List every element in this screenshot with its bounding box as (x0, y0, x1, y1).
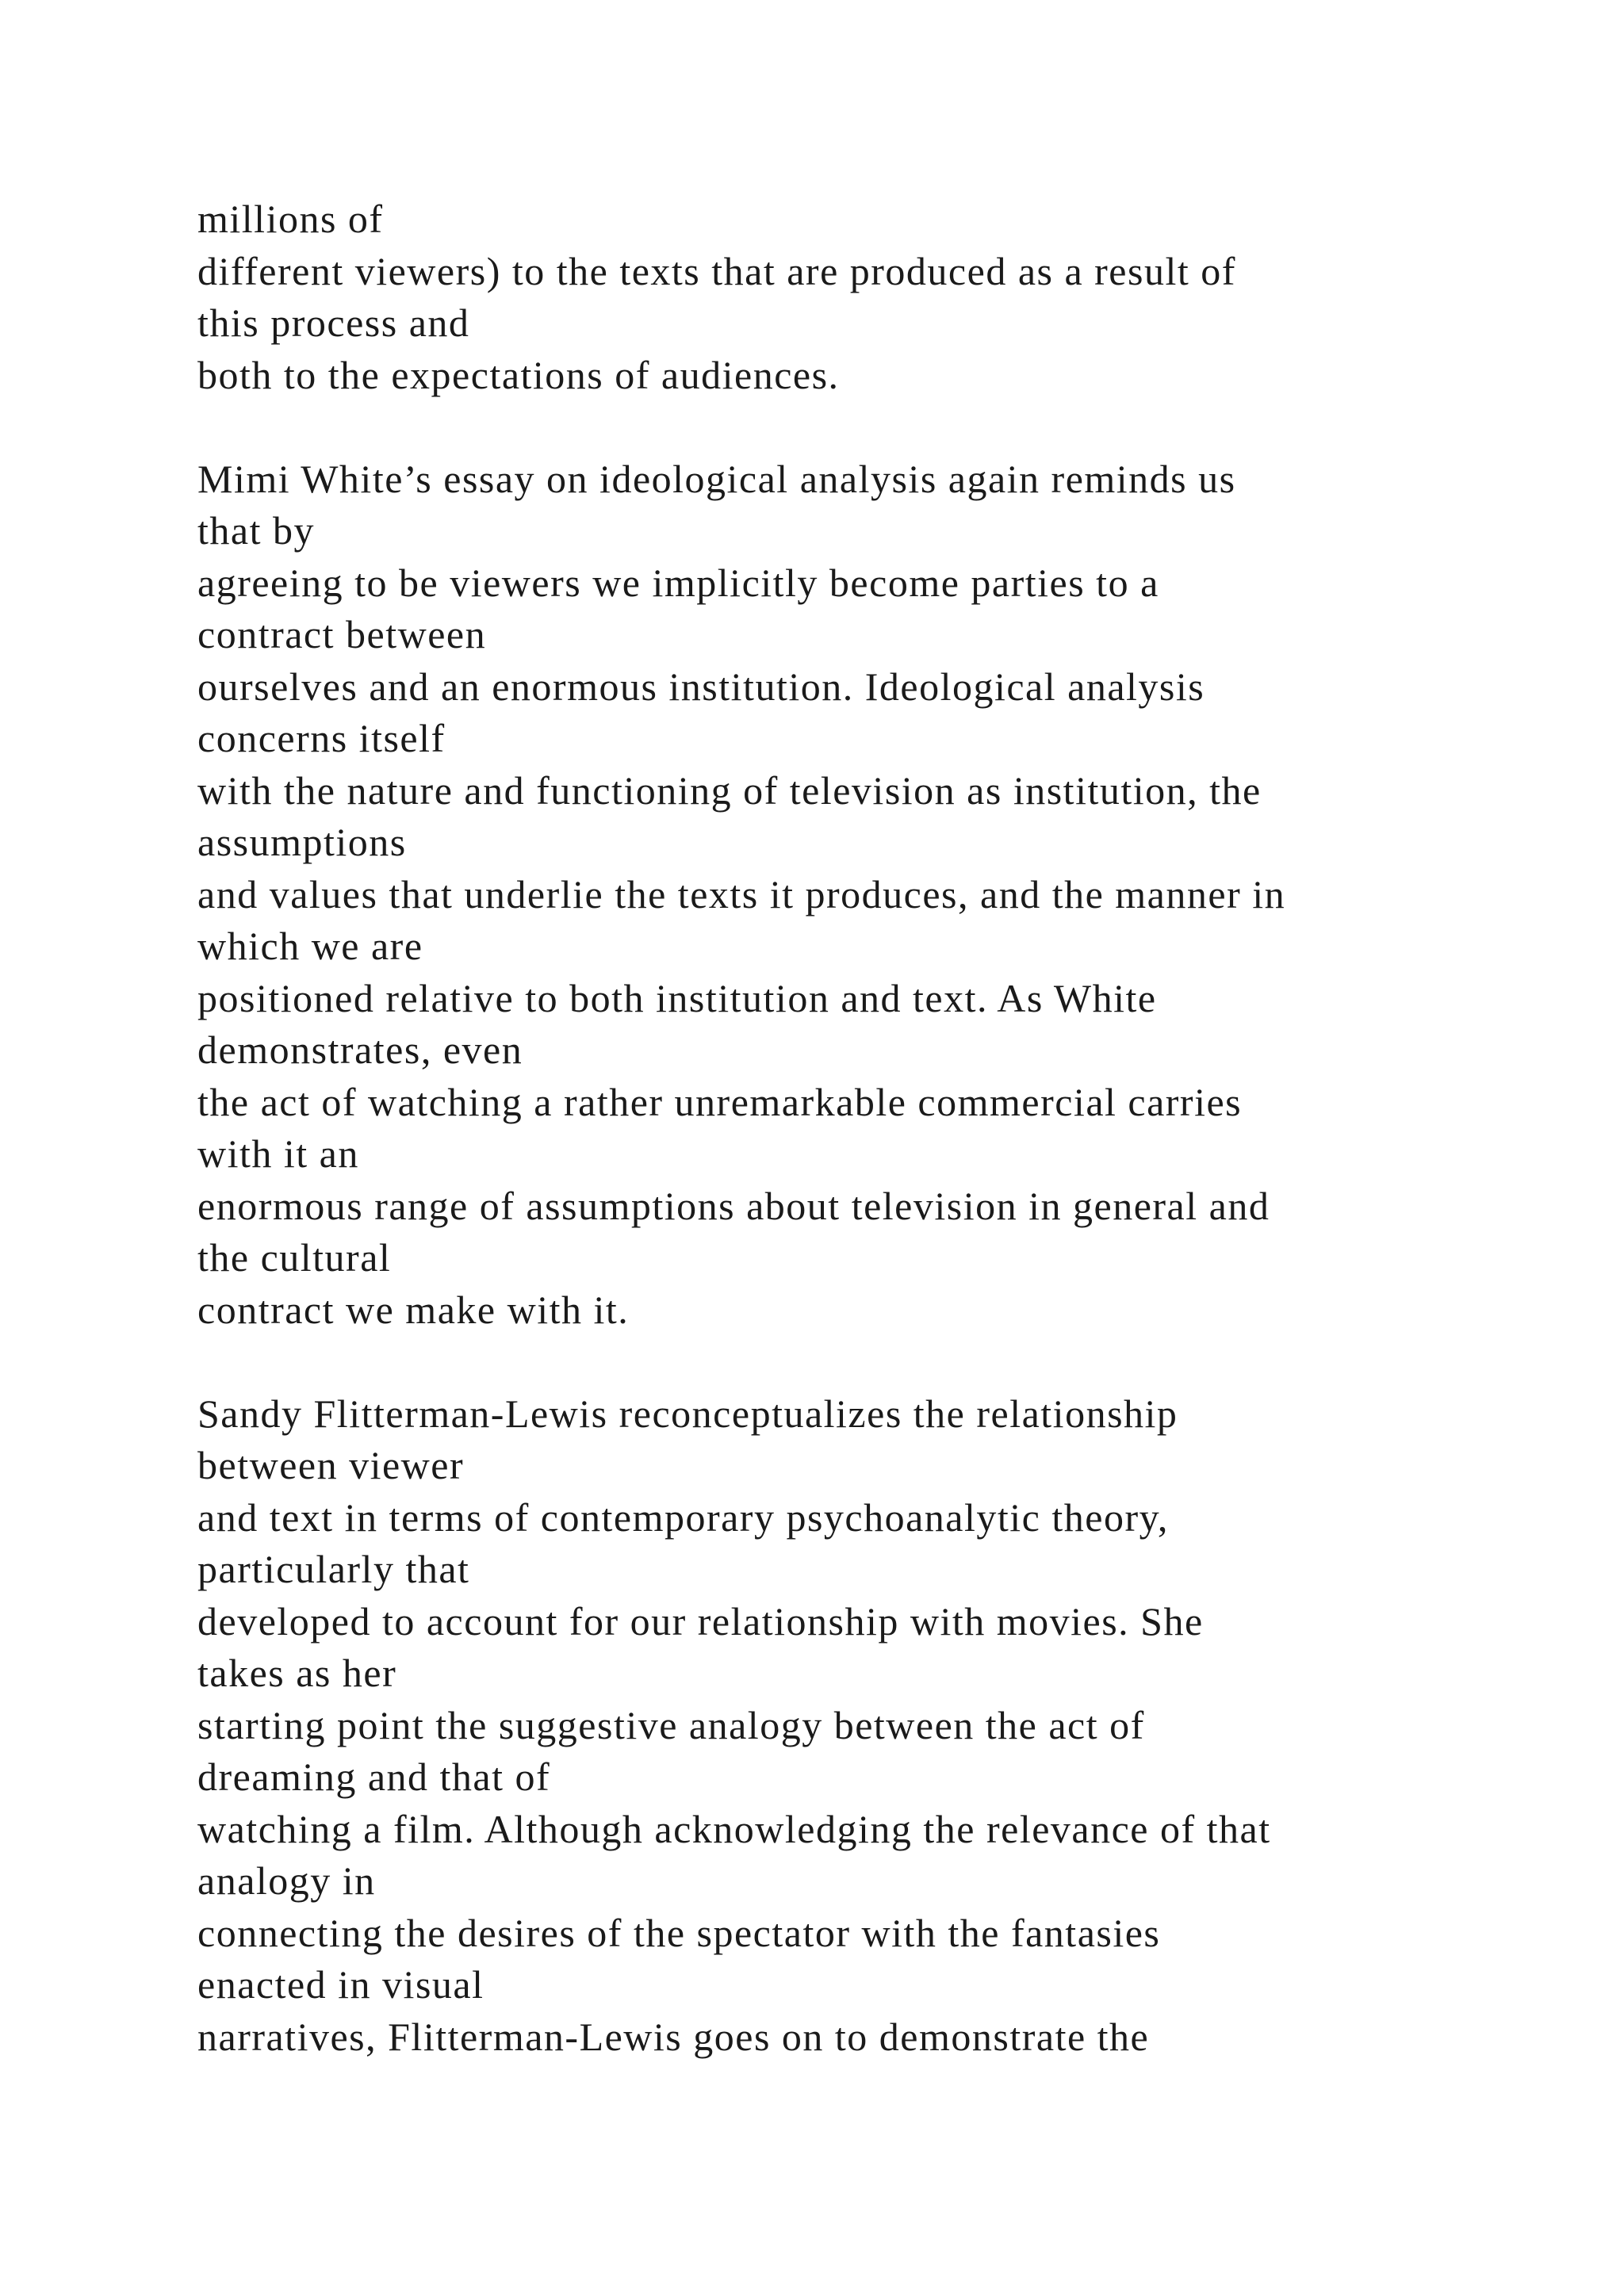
text-line: different viewers) to the texts that are produced as a result of (197, 248, 1236, 293)
text-line: which we are (197, 924, 423, 968)
text-line: contract between (197, 612, 487, 656)
text-line: and text in terms of contemporary psychoanalytic theory, (197, 1494, 1169, 1540)
text-line: concerns itself (197, 716, 446, 760)
text-line: dreaming and that of (197, 1755, 551, 1799)
text-line: enormous range of assumptions about television in general and (197, 1183, 1270, 1228)
text-line: this process and (197, 300, 470, 345)
text-line: the cultural (197, 1235, 392, 1280)
text-line: contract we make with it. (197, 1287, 630, 1332)
text-line: narratives, Flitterman-Lewis goes on to demonstrate the (197, 2014, 1150, 2059)
text-line: demonstrates, even (197, 1027, 523, 1072)
text-line: particularly that (197, 1547, 470, 1591)
text-line: the act of watching a rather unremarkable commercial carries (197, 1079, 1243, 1124)
text-line: and values that underlie the texts it produces, and the manner in (197, 871, 1286, 916)
paragraph (197, 453, 1561, 1337)
paragraph (197, 1388, 1561, 2064)
text-line: watching a film. Although acknowledging the relevance of that (197, 1806, 1271, 1851)
text-line: Mimi White’s essay on ideological analysis again reminds us (197, 456, 1236, 501)
text-line: both to the expectations of audiences. (197, 352, 840, 397)
text-line: that by (197, 508, 315, 553)
text-line: starting point the suggestive analogy between the act of (197, 1702, 1145, 1747)
text-line: with it an (197, 1131, 359, 1176)
text-line: assumptions (197, 820, 407, 864)
text-line: ourselves and an enormous institution. Ideological analysis (197, 664, 1205, 709)
text-line: takes as her (197, 1651, 397, 1695)
text-line: Sandy Flitterman-Lewis reconceptualizes the relationship (197, 1391, 1178, 1436)
text-line: positioned relative to both institution and text. As White (197, 975, 1157, 1020)
text-line: millions of (197, 197, 384, 241)
paragraph (197, 193, 1561, 401)
text-line: enacted in visual (197, 1962, 485, 2007)
text-line: connecting the desires of the spectator with the fantasies (197, 1910, 1161, 1955)
text-line: agreeing to be viewers we implicitly become parties to a (197, 560, 1159, 605)
body-text (197, 193, 1561, 2063)
text-line: between viewer (197, 1443, 465, 1487)
text-line: with the nature and functioning of television as institution, the (197, 767, 1262, 813)
text-line: analogy in (197, 1858, 376, 1903)
text-line: developed to account for our relationship with movies. She (197, 1598, 1204, 1644)
